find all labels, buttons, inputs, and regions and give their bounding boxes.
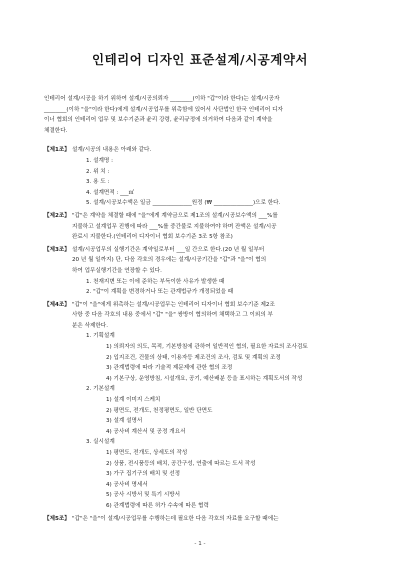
- article-item: 1. 설계명 :: [86, 157, 113, 164]
- article-line: 20 년 월 일까지) 단, 다음 각호의 경우에는 설계/시공기간을 "갑"과 "을"이 협의: [72, 257, 267, 264]
- article-3: [44, 245, 362, 298]
- section-item: 4) 공사비 명세서: [106, 481, 148, 488]
- article-5: [44, 514, 362, 525]
- section-item: 4) 기본구상, 운영방침, 시설개요, 공기, 예산배분 등을 표시하는 계획도서의 작성: [106, 375, 303, 382]
- article-line: "갑"이 "을"에게 위촉하는 설계/시공업무는 인테리어 디자이너 협회 보수기준 제2조: [72, 301, 275, 308]
- article-line: 설계/시공업무의 실행기간은 계약일로부터 ___일 간으로 한다.(20 년 월 일부터: [72, 246, 265, 253]
- page-number: - 1 -: [194, 541, 206, 547]
- contract-body: [44, 94, 362, 524]
- section-heading: 2. 기본설계: [86, 386, 115, 393]
- intro-line: 이너 협회의 인테리어 업무 및 보수기준과 윤리 강령, 윤리규정에 의거하여 다음과 같이 계약을: [44, 117, 273, 124]
- article-2: [44, 211, 362, 243]
- section-heading: 1. 기획설계: [86, 333, 115, 340]
- article-item: 2. "갑"이 계획을 변경하거나 또는 관계법규가 개정되었을 때: [86, 289, 234, 296]
- article-line: 분은 삭제한다.: [72, 322, 108, 329]
- section-item: 1) 설계 이미지 스케치: [106, 397, 161, 404]
- article-label: 【제3조】: [44, 246, 70, 253]
- article-line: 설계/시공의 내용은 아래와 같다.: [72, 147, 152, 154]
- section-item: 3) 가구 집기구의 배치 및 선정: [106, 471, 181, 478]
- section-item: 1) 평면도, 전개도, 상세도의 작성: [106, 450, 188, 456]
- intro-paragraph: [44, 94, 362, 136]
- article-item: 4. 설계면적 : ___㎡: [86, 189, 135, 196]
- intro-line: 인테리어 설계/시공을 하기 위하여 설계/시공의뢰자 ________(이하 "갑"이라 한다)는 설계/시공자: [44, 96, 280, 102]
- intro-line: ________(이하 "을"이라 한다)에게 설계/시공업무를 위촉함에 있어서 사단법인 한국 인테리어 디자: [44, 106, 283, 113]
- article-line: 완료시 지불한다.(인테리어 디자이너 협회 보수기준 3조 5항 참조): [72, 234, 233, 241]
- intro-line: 체결한다.: [44, 127, 68, 134]
- section-item: 2) 상품, 전시품등의 배치, 공간구성, 연출에 따르는 도서 작성: [106, 460, 256, 467]
- article-line: "갑"은 "을"이 설계/시공업무를 수행하는데 필요한 다음 각호의 자료를 요구할 때에는: [72, 515, 279, 522]
- article-item: 3. 용 도 :: [86, 179, 110, 186]
- article-line: 하여 업무실행기간을 연장할 수 있다.: [72, 267, 162, 274]
- article-label: 【제4조】: [44, 301, 70, 308]
- document-title: 인테리어 디자인 표준설계/시공계약서: [92, 52, 308, 67]
- article-label: 【제1조】: [44, 147, 70, 154]
- article-item: 5. 설계/시공보수액은 일금 ______________원정 (₩ ______________)으로 한다.: [86, 200, 281, 207]
- article-line: 사항 중 다음 각호의 내용 중에서 "갑" "을" 쌍방이 협의하여 채택하고 그 이외의 부: [72, 312, 273, 319]
- section-item: 1) 의뢰자의 의도, 목적, 기본방침에 관하여 일반적인 협의, 필요한 자료의 조사검토: [106, 344, 308, 351]
- article-item: 1. 천재지변 또는 이에 준하는 부득이한 사유가 발생한 때: [86, 278, 225, 285]
- article-1: [44, 145, 362, 209]
- section-item: 6) 관계법령에 따른 허가 수속에 따른 협력: [106, 502, 209, 509]
- section-heading: 3. 실시설계: [86, 439, 115, 446]
- section-item: 3) 설계 설명서: [106, 418, 143, 425]
- article-4: [44, 300, 362, 512]
- article-line: 지불하고 설계업무 진행에 따라 ___%를 중간불로 지불하여야 하며 잔액은 설계/시공: [72, 223, 277, 230]
- section-item: 4) 공사비 계산서 및 공정 개요서: [106, 428, 186, 435]
- section-item: 3) 관계법령에 따라 기술적 제문제에 관한 협의 조정: [106, 365, 233, 372]
- section-item: 2) 평면도, 전개도, 천정평면도, 일반 단면도: [106, 407, 213, 414]
- article-label: 【제2조】: [44, 212, 70, 219]
- article-line: "갑"은 계약을 체결할 때에 "을"에게 계약금으로 제1조의 설계/시공보수액의 ___%를: [72, 212, 278, 219]
- article-label: 【제5조】: [44, 515, 70, 522]
- article-item: 2. 위 치 :: [86, 168, 110, 175]
- section-item: 5) 공사 시방서 및 특기 시방서: [106, 492, 181, 499]
- section-item: 2) 입지조건, 건물의 상태, 이용자등 제조건의 조사, 검토 및 계획의 조정: [106, 354, 281, 361]
